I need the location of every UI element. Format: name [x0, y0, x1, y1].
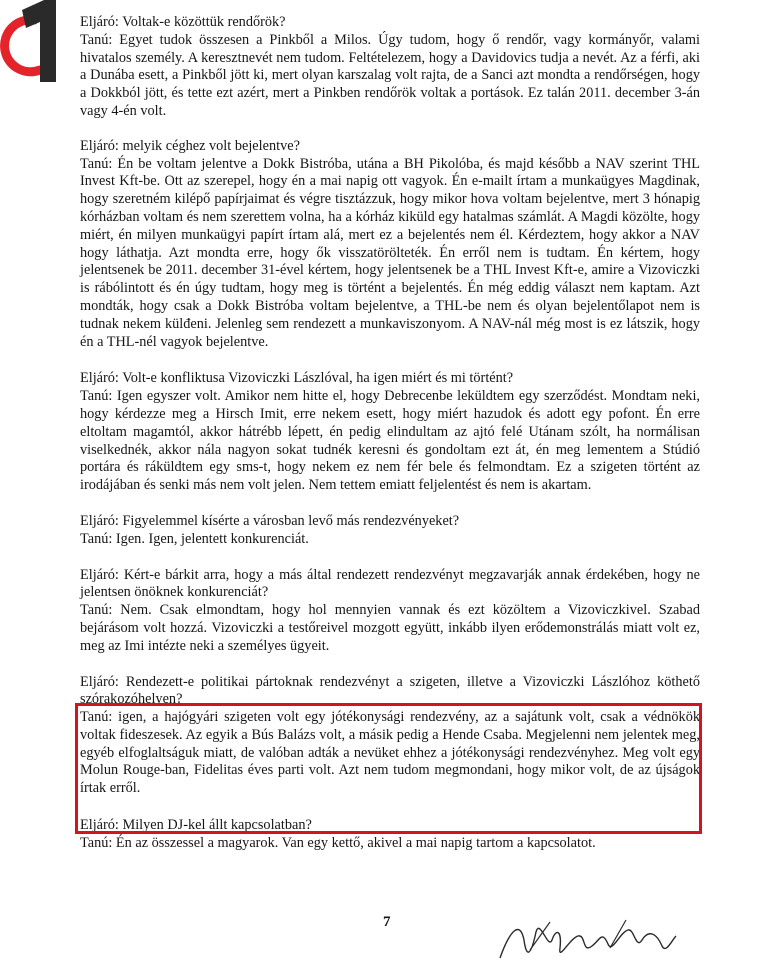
qa-block-1 [80, 14, 700, 121]
question: Eljáró: Volt-e konfliktusa Vizoviczki Lászlóval, ha igen miért és mi történt? [80, 370, 514, 387]
answer: Tanú: igen, a hajógyári szigeten volt egy jótékonysági rendezvény, az a sajátunk volt, csak a védnökök voltak fideszesek. Az egyik a Bús Balázs volt, a másik pedig a Hende Csaba. Megjelenni nem jelentek meg, egyéb elfoglaltságuk miatt, de valóban adták a nevüket ehhez a jótékonysági rendezvényhez. Meg volt egy Molun Rouge-ban, Fidelitas éves parti volt. Azt nem tudom megmondani, hogy mikor volt, de az újságok írtak erről. [80, 709, 700, 797]
question: Eljáró: melyik céghez volt bejelentve? [80, 137, 300, 154]
page-number: 7 [383, 914, 391, 930]
answer: Tanú: Igen egyszer volt. Amikor nem hitte el, hogy Debrecenbe leküldtem egy szerződést. Mondtam neki, hogy kérdezze meg a Hirsch Imit, erre nekem esett, hogy miért hazudok és adott egy pofont. Én erre eltoltam magamtól, akkor hátrébb lépett, én pedig elindultam az ajtó felé Utánam szólt, ha normálisan viselkednék, akkor nála nagyon sokat tudnék keresni és gondoltam ezt át, én meg lementem a Stúdió portára és ráküldtem egy sms-t, hogy nekem ez nem fér bele és felmondtam. Ez a szigeten történt az irodájában és senki más nem volt jelen. Nem tettem emiatt feljelentést és nem is akartam. [80, 388, 700, 494]
answer: Tanú: Igen. Igen, jelentett konkurenciát. [80, 530, 309, 547]
question: Eljáró: Figyelemmel kísérte a városban levő más rendezvényeket? [80, 512, 460, 529]
answer: Tanú: Én az összessel a magyarok. Van egy kettő, akivel a mai napig tartom a kapcsolatot. [80, 834, 596, 851]
answer: Tanú: Nem. Csak elmondtam, hogy hol mennyien vannak és ezt közöltem a Vizoviczkivel. Szabad bejárásom volt hozzá. Vizoviczki a testőreivel mozgott együtt, inkább ilyen erődemonstrálás miatt volt ez, meg az Imi intézte neki a személyes ügyeit. [80, 602, 700, 654]
question: Eljáró: Voltak-e közöttük rendőrök? [80, 14, 286, 30]
signature-icon [490, 910, 680, 970]
question: Eljáró: Kért-e bárkit arra, hogy a más által rendezett rendezvényt megzavarják annak érdekében, hogy ne jelentsen önöknek konkurenciát? [80, 566, 700, 601]
answer: Tanú: Egyet tudok összesen a Pinkből a Milos. Úgy tudom, hogy ő rendőr, vagy kormányőr, valami hivatalos személy. A keresztnevét nem tudom. Feltételezem, hogy a Davidovics tudja a nevét. Az a férfi, aki a Dunába esett, a Pinkből jött ki, mert olyan karszalag volt rajta, de a Sanci azt mondta a rendőrségen, hogy a Dokkból jött, és tette ezt azért, mert a Pinkben rendőrök voltak a portások. Ez talán 2011. december 3-án vagy 4-én volt. [80, 31, 700, 119]
highlight-box [75, 703, 702, 834]
qa-block-2 [80, 138, 700, 352]
question: Eljáró: Rendezett-e politikai pártoknak rendezvényt a szigeten, illetve a Vizoviczki Lászlóhoz köthető szórakozóhelyen? [80, 673, 700, 708]
qa-block-5 [80, 567, 700, 656]
qa-block-3 [80, 370, 700, 495]
qa-block-4 [80, 513, 700, 549]
logo-icon [0, 0, 62, 100]
answer: Tanú: Én be voltam jelentve a Dokk Bistróba, utána a BH Pikolóba, és majd később a NAV szerint THL Invest Kft-be. Ott az szerepel, hogy én a mai napig ott vagyok. Én e-mailt írtam a munkaügyes Magdinak, hogy szeretném kilépő papírjaimat és végre tisztázzuk, hogy mikor hova voltam bejelentve, mert 3 hónapig kórházban voltam és nem szerettem volna, ha a kórház kiküld egy hatalmas számlát. A Magdi közölte, hogy miért, én milyen munkaügyi papírt írtam alá, mert ez a bejelentés nem él. Kérdeztem, hogy akkor a NAV hogy láthatja. Azt mondta erre, hogy ők visszatörölteték. Én erről nem is tudtam. Én kértem, hogy jelentsenek be 2011. december 31-ével kértem, hogy jelentsenek be a THL Invest Kft-e, amire a Vizoviczki is rábólintott és én úgy tudtam, hogy meg is történt a bejelentés. Én még eddig választ nem kaptam. Azt mondták, hogy csak a Dokk Bistróba voltam bejelentve, a THL-be nem és olyan bejelentőlapot nem is tudnak nekem külđeni. Jelenleg sem rendezett a munkaviszonyom. A NAV-nál még most is ez látszik, hogy én a THL-nél vagyok bejelentve. [80, 155, 700, 350]
question: Eljáró: Milyen DJ-kel állt kapcsolatban? [80, 817, 312, 834]
